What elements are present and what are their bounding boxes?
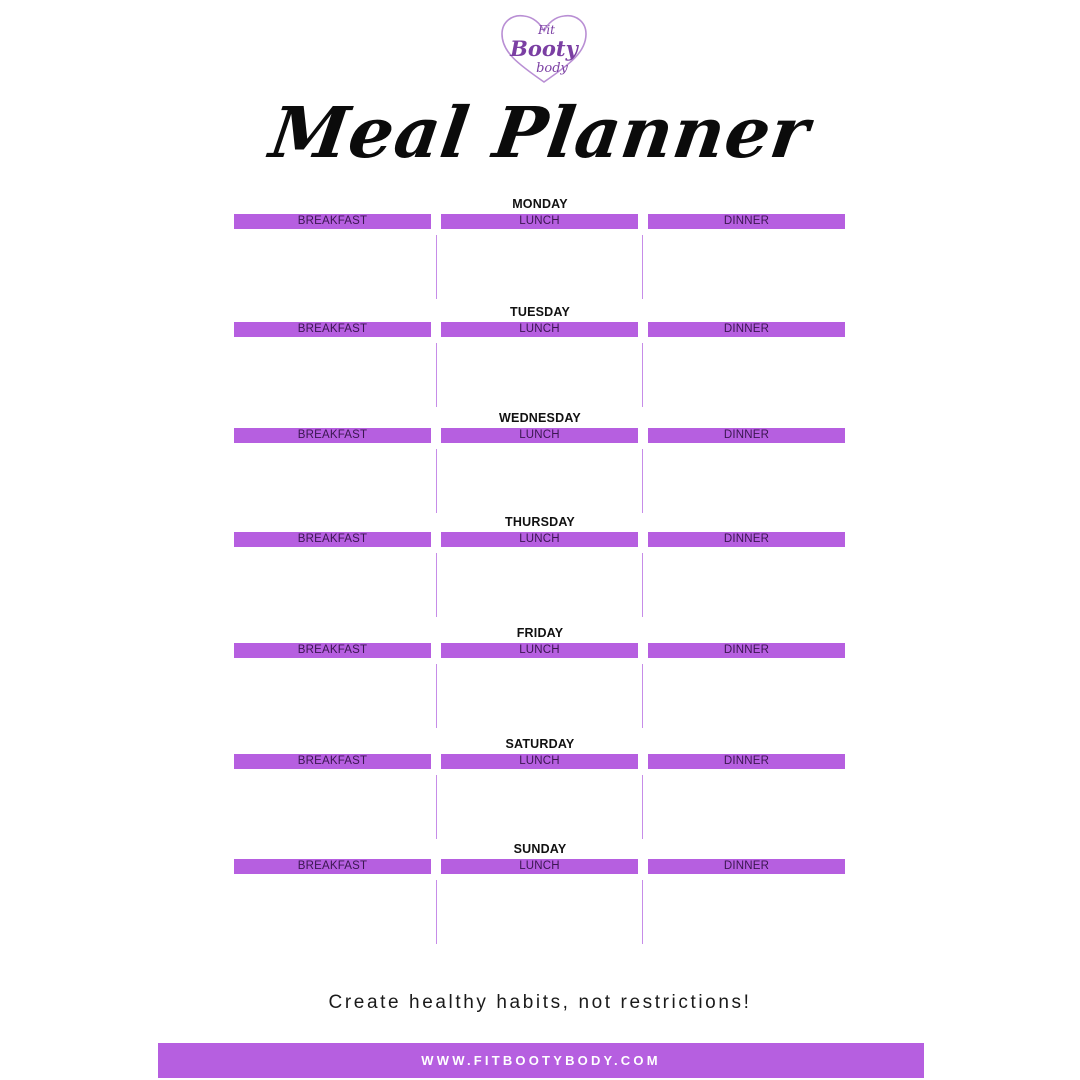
column-divider bbox=[642, 235, 643, 299]
footer-url-bar[interactable] bbox=[158, 1043, 924, 1078]
day-name: MONDAY bbox=[512, 197, 568, 211]
day-block-sunday bbox=[234, 842, 846, 952]
dinner-header: DINNER bbox=[648, 214, 845, 229]
day-block-tuesday bbox=[234, 305, 846, 415]
dinner-header: DINNER bbox=[648, 754, 845, 769]
breakfast-header: BREAKFAST bbox=[234, 214, 431, 229]
column-divider bbox=[436, 664, 437, 728]
column-divider bbox=[642, 343, 643, 407]
lunch-header: LUNCH bbox=[441, 428, 638, 443]
dinner-header: DINNER bbox=[648, 643, 845, 658]
lunch-header: LUNCH bbox=[441, 859, 638, 874]
column-divider bbox=[642, 449, 643, 513]
breakfast-header: BREAKFAST bbox=[234, 428, 431, 443]
logo-text-line1: Fit bbox=[538, 23, 555, 37]
lunch-header: LUNCH bbox=[441, 322, 638, 337]
footer-url[interactable]: WWW.FITBOOTYBODY.COM bbox=[421, 1053, 661, 1068]
day-block-saturday bbox=[234, 737, 846, 847]
day-name: THURSDAY bbox=[505, 515, 575, 529]
day-block-thursday bbox=[234, 515, 846, 625]
column-divider bbox=[436, 343, 437, 407]
column-divider bbox=[436, 449, 437, 513]
day-block-friday bbox=[234, 626, 846, 736]
day-block-monday bbox=[234, 197, 846, 307]
column-divider bbox=[642, 880, 643, 944]
breakfast-header: BREAKFAST bbox=[234, 532, 431, 547]
day-name: SUNDAY bbox=[513, 842, 567, 856]
page-title: Meal Planner bbox=[265, 91, 815, 174]
breakfast-header: BREAKFAST bbox=[234, 859, 431, 874]
dinner-header: DINNER bbox=[648, 428, 845, 443]
day-name: TUESDAY bbox=[510, 305, 570, 319]
logo-text-line2: Booty bbox=[510, 36, 578, 61]
dinner-header: DINNER bbox=[648, 532, 845, 547]
day-name: SATURDAY bbox=[505, 737, 575, 751]
breakfast-header: BREAKFAST bbox=[234, 643, 431, 658]
dinner-header: DINNER bbox=[648, 322, 845, 337]
column-divider bbox=[436, 235, 437, 299]
day-block-wednesday bbox=[234, 411, 846, 521]
breakfast-header: BREAKFAST bbox=[234, 322, 431, 337]
dinner-header: DINNER bbox=[648, 859, 845, 874]
breakfast-header: BREAKFAST bbox=[234, 754, 431, 769]
logo-text-line3: body bbox=[536, 61, 568, 76]
day-name: WEDNESDAY bbox=[499, 411, 581, 425]
lunch-header: LUNCH bbox=[441, 532, 638, 547]
column-divider bbox=[642, 553, 643, 617]
lunch-header: LUNCH bbox=[441, 214, 638, 229]
column-divider bbox=[436, 880, 437, 944]
column-divider bbox=[642, 664, 643, 728]
tagline: Create healthy habits, not restrictions! bbox=[328, 992, 752, 1013]
day-name: FRIDAY bbox=[516, 626, 564, 640]
lunch-header: LUNCH bbox=[441, 643, 638, 658]
column-divider bbox=[436, 775, 437, 839]
column-divider bbox=[642, 775, 643, 839]
lunch-header: LUNCH bbox=[441, 754, 638, 769]
column-divider bbox=[436, 553, 437, 617]
